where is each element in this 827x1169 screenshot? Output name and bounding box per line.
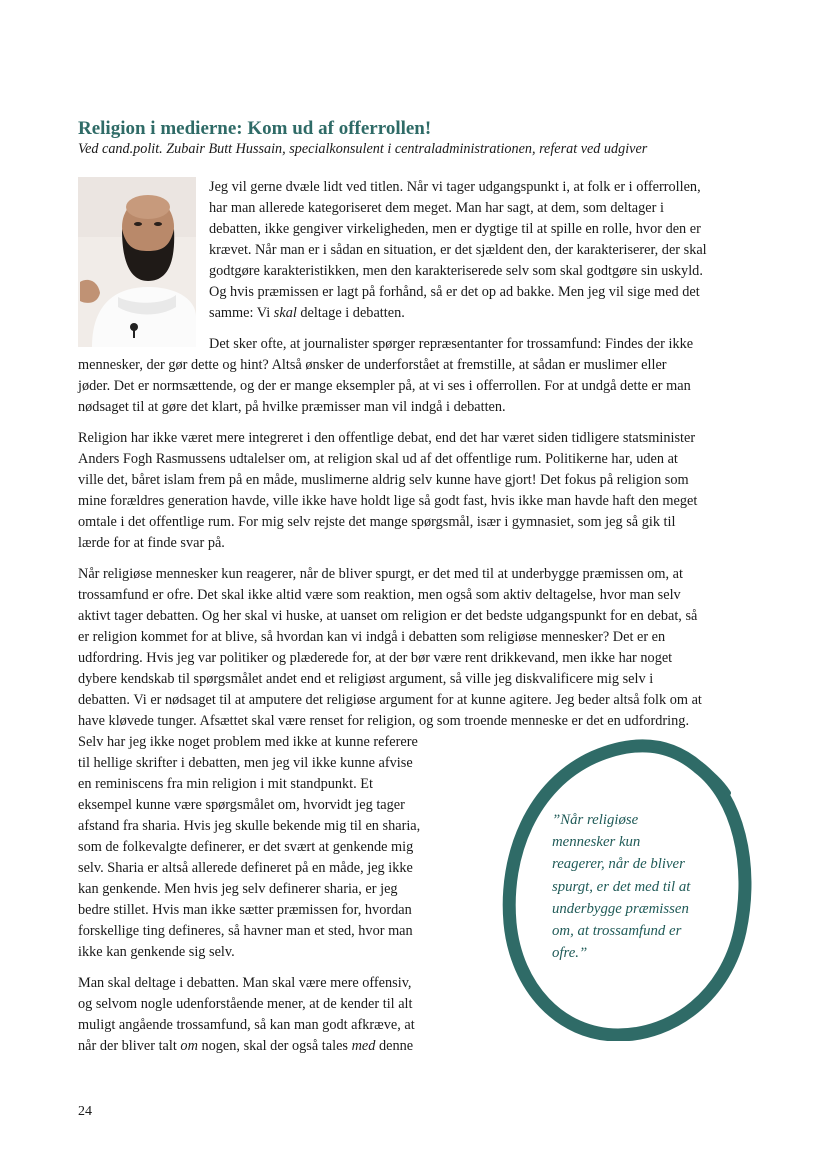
paragraph-4-line: aktivt tager debatten. Og her skal vi huske, at uanset om religion er det bedste udgangspunkt for en debat, så <box>78 608 698 624</box>
paragraph-4-line: eksempel kunne være spørgsmålet om, hvorvidt jeg tager <box>78 797 405 813</box>
paragraph-5-line: og selvom nogle udenforstående mener, at de kender til alt <box>78 996 413 1012</box>
emphasis-text: om <box>180 1038 198 1054</box>
pull-quote-text <box>552 809 732 964</box>
text-run: nogen, skal der også tales <box>197 1038 352 1054</box>
page-number: 24 <box>78 1104 92 1119</box>
paragraph-1-line: Jeg vil gerne dvæle lidt ved titlen. Når vi tager udgangspunkt i, at folk er i offerrollen, <box>209 179 701 195</box>
text-run: samme: Vi <box>209 305 274 321</box>
paragraph-1-line <box>209 303 405 324</box>
text-run: denne <box>375 1038 414 1054</box>
paragraph-4-line: forskellige ting defineres, så havner man et sted, hvor man <box>78 923 413 939</box>
paragraph-4-line: debatten. Vi er nødsaget til at amputere det religiøse argument for at kunne agitere. Jeg beder altså folk om at <box>78 692 702 708</box>
paragraph-4-line: kan genkende. Men hvis jeg selv definerer sharia, er jeg <box>78 881 398 897</box>
pull-quote-line: underbygge præmissen <box>552 900 689 917</box>
paragraph-4-line: en reminiscens fra min religion i mit standpunkt. Et <box>78 776 374 792</box>
article-byline: Ved cand.polit. Zubair Butt Hussain, specialkonsulent i centraladministrationen, referat ved udgiver <box>78 141 648 157</box>
portrait-photo-icon <box>78 177 196 347</box>
paragraph-1-line: har man allerede kategoriseret dem meget. Man har sagt, at dem, som deltager i <box>209 200 664 216</box>
text-run: deltage i debatten. <box>296 305 405 321</box>
paragraph-1-line: Og hvis præmissen er lagt på forhånd, så er det op ad bakke. Men jeg vil sige med det <box>209 284 700 300</box>
paragraph-4-line: trossamfund er ofre. Det skal ikke altid være som reaktion, men også som aktiv deltagelse, hvor man selv <box>78 587 681 603</box>
paragraph-4-line: som de folkevalgte definerer, er det svært at genkende mig <box>78 839 414 855</box>
paragraph-2-line: Det sker ofte, at journalister spørger repræsentanter for trossamfund: Findes der ikke <box>209 336 694 352</box>
paragraph-4-line: til hellige skrifter i debatten, men jeg vil ikke kunne afvise <box>78 755 413 771</box>
paragraph-2-line: mennesker, der gør dette og hint? Altså ønsker de underforstået at fremstille, at sådan er muslimer eller <box>78 357 667 373</box>
paragraph-4-line: er religion kommet for at blive, så hvordan kan vi indgå i debatten som religiøse mennesker? Det er en <box>78 629 666 645</box>
pull-quote-line: ”Når religiøse <box>552 812 639 828</box>
paragraph-5-line: muligt angående trossamfund, så kan man godt afkræve, at <box>78 1017 415 1033</box>
paragraph-4-line: have kløvede tunger. Afsættet skal være renset for religion, og som troende menneske er det en udfordring. <box>78 713 690 729</box>
paragraph-4-line: Selv har jeg ikke noget problem med ikke at kunne referere <box>78 734 418 750</box>
paragraph-4-line: ikke kan genkende sig selv. <box>78 944 235 960</box>
paragraph-3-line: Religion har ikke været mere integreret i den offentlige debat, end det har været siden tidligere statsminister <box>78 430 696 446</box>
paragraph-4-line: afstand fra sharia. Hvis jeg skulle bekende mig til en sharia, <box>78 818 421 834</box>
paragraph-4-line: Når religiøse mennesker kun reagerer, når de bliver spurgt, er det med til at underbygge præmissen om, at <box>78 566 683 582</box>
paragraph-1-line: godtgøre karakteristikken, men den karakteriserede selv som skal godtgøre sin uskyld. <box>209 263 703 279</box>
paragraph-2-line: nødsaget til at gøre det klart, på hvilke præmisser man vil indgå i debatten. <box>78 399 506 415</box>
paragraph-3-line: Anders Fogh Rasmussens udtalelser om, at religion skal ud af det offentlige rum. Politikerne har, uden at <box>78 451 678 467</box>
paragraph-3-line: lærde for at finde svar på. <box>78 535 225 551</box>
pull-quote-line: spurgt, er det med til at <box>552 878 691 895</box>
paragraph-1-line: krævet. Når man er i sådan en situation, er det sjældent den, der karakteriserer, der skal <box>209 242 707 258</box>
author-portrait-photo <box>78 177 196 347</box>
paragraph-4-line: selv. Sharia er altså allerede defineret på en måde, jeg ikke <box>78 860 413 876</box>
pull-quote-line: om, at trossamfund er <box>552 923 682 940</box>
pull-quote-line: reagerer, når de bliver <box>552 856 685 873</box>
paragraph-2-line: jøder. Det er normsættende, og der er mange eksempler på, at vi ses i offerrollen. For at undgå dette er man <box>78 378 691 394</box>
emphasis-text: skal <box>273 305 297 321</box>
paragraph-4-line: dybere kendskab til spørgsmålet andet end et religiøst argument, så ville jeg diskvalificere mig selv i <box>78 671 654 687</box>
pull-quote <box>502 735 754 1041</box>
text-run: når der bliver talt <box>78 1038 181 1054</box>
paragraph-3-line: omtale i det offentlige rum. For mig selv rejste det mange spørgsmål, især i gymnasiet, som jeg så gik til <box>78 514 676 530</box>
pull-quote-line: mennesker kun <box>552 834 641 851</box>
emphasis-text: med <box>351 1038 376 1054</box>
pull-quote-line: ofre.” <box>552 945 588 962</box>
paragraph-4-line: bedre stillet. Hvis man ikke sætter præmissen for, hvordan <box>78 902 412 918</box>
article-title: Religion i medierne: Kom ud af offerrollen! <box>78 118 432 139</box>
paragraph-5-line: Man skal deltage i debatten. Man skal være mere offensiv, <box>78 975 412 991</box>
paragraph-3-line: mine forældres generation havde, ville ikke have holdt lige så godt fast, hvis ikke man havde haft den meget <box>78 493 698 509</box>
paragraph-5-line <box>78 1036 413 1057</box>
paragraph-1-line: debatten, ikke gengiver virkeligheden, men er dygtige til at spille en rolle, hvor den er <box>209 221 701 237</box>
paragraph-4-line: udfordring. Hvis jeg var politiker og plæderede for, at der bør være rent drikkevand, men ikke har noget <box>78 650 673 666</box>
paragraph-3-line: ville det, båret islam frem på en måde, muslimerne aldrig selv kunne have gjort! Det fokus på religion som <box>78 472 689 488</box>
